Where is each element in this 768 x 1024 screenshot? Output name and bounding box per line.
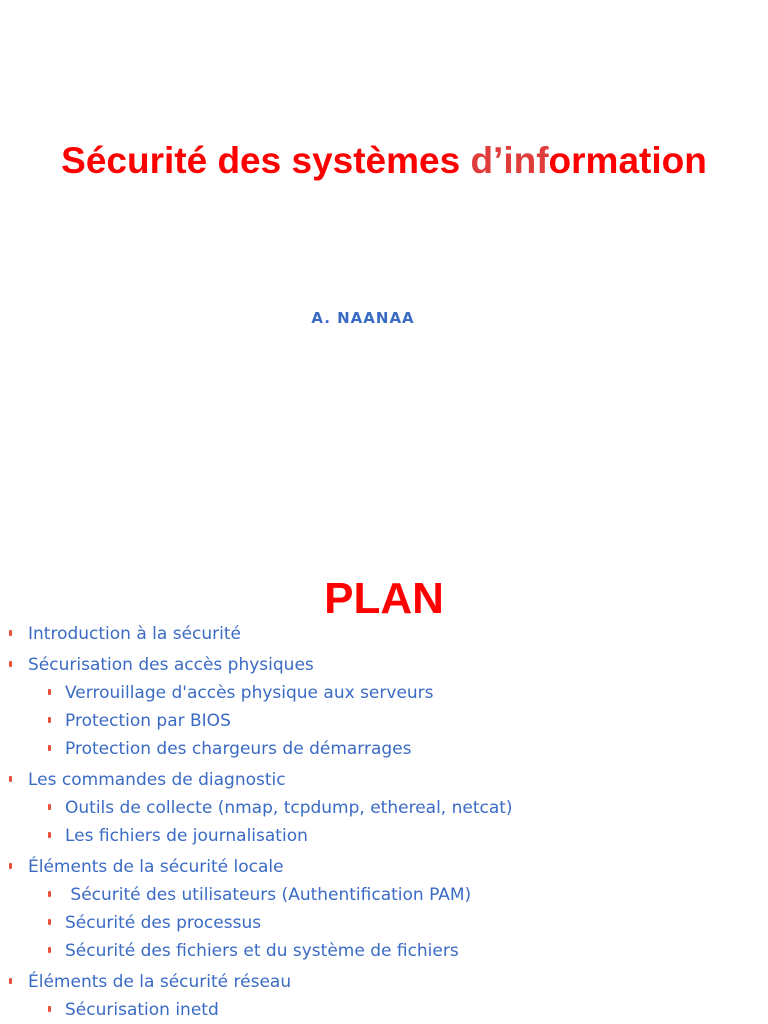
title-text-part2: d’inf xyxy=(470,140,549,181)
plan-subitem-label: Les fichiers de journalisation xyxy=(65,826,308,846)
plan-item-label: Introduction à la sécurité xyxy=(28,624,241,644)
plan-subitem xyxy=(0,909,768,937)
bullet-icon xyxy=(48,804,51,810)
plan-item xyxy=(0,651,768,679)
title-text-part1: Sécurité des systèmes xyxy=(61,140,471,181)
plan-item-label: Éléments de la sécurité locale xyxy=(28,857,284,877)
plan-subitem-label: Protection par BIOS xyxy=(65,711,231,731)
plan-subitem xyxy=(0,679,768,707)
plan-subitem-label: Protection des chargeurs de démarrages xyxy=(65,739,412,759)
plan-subitem-label: Sécurité des fichiers et du système de fichiers xyxy=(65,941,459,961)
plan-subitem-label: Outils de collecte (nmap, tcpdump, ethereal, netcat) xyxy=(65,798,513,818)
bullet-icon xyxy=(48,919,51,925)
bullet-icon xyxy=(9,776,12,782)
bullet-icon xyxy=(9,630,12,636)
plan-heading: PLAN xyxy=(324,574,444,623)
plan-subitem-label: Sécurité des utilisateurs (Authentification PAM) xyxy=(65,885,472,905)
plan-list xyxy=(0,620,768,1024)
bullet-icon xyxy=(48,745,51,751)
plan-item xyxy=(0,853,768,881)
bullet-icon xyxy=(48,1006,51,1012)
plan-item-label: Éléments de la sécurité réseau xyxy=(28,972,292,992)
plan-subitem xyxy=(0,881,768,909)
plan-subitem xyxy=(0,996,768,1024)
bullet-icon xyxy=(48,947,51,953)
author-name: A. NAANAA xyxy=(311,309,415,327)
bullet-icon xyxy=(48,891,51,897)
bullet-icon xyxy=(48,832,51,838)
bullet-icon xyxy=(9,661,12,667)
plan-subitem-label: Sécurité des processus xyxy=(65,913,262,933)
plan-subitem xyxy=(0,822,768,850)
plan-subitem-label: Verrouillage d'accès physique aux serveurs xyxy=(65,683,434,703)
bullet-icon xyxy=(48,717,51,723)
plan-subitem xyxy=(0,707,768,735)
plan-subitem-label: Sécurisation inetd xyxy=(65,1000,219,1020)
plan-subitem xyxy=(0,735,768,763)
plan-item xyxy=(0,968,768,996)
plan-item xyxy=(0,620,768,648)
plan-item xyxy=(0,766,768,794)
plan-item-label: Sécurisation des accès physiques xyxy=(28,655,314,675)
bullet-icon xyxy=(9,978,12,984)
title-text-part3: ormation xyxy=(548,140,707,181)
document-title xyxy=(0,136,768,186)
plan-subitem xyxy=(0,794,768,822)
bullet-icon xyxy=(48,689,51,695)
bullet-icon xyxy=(9,863,12,869)
plan-subitem xyxy=(0,937,768,965)
plan-item-label: Les commandes de diagnostic xyxy=(28,770,286,790)
